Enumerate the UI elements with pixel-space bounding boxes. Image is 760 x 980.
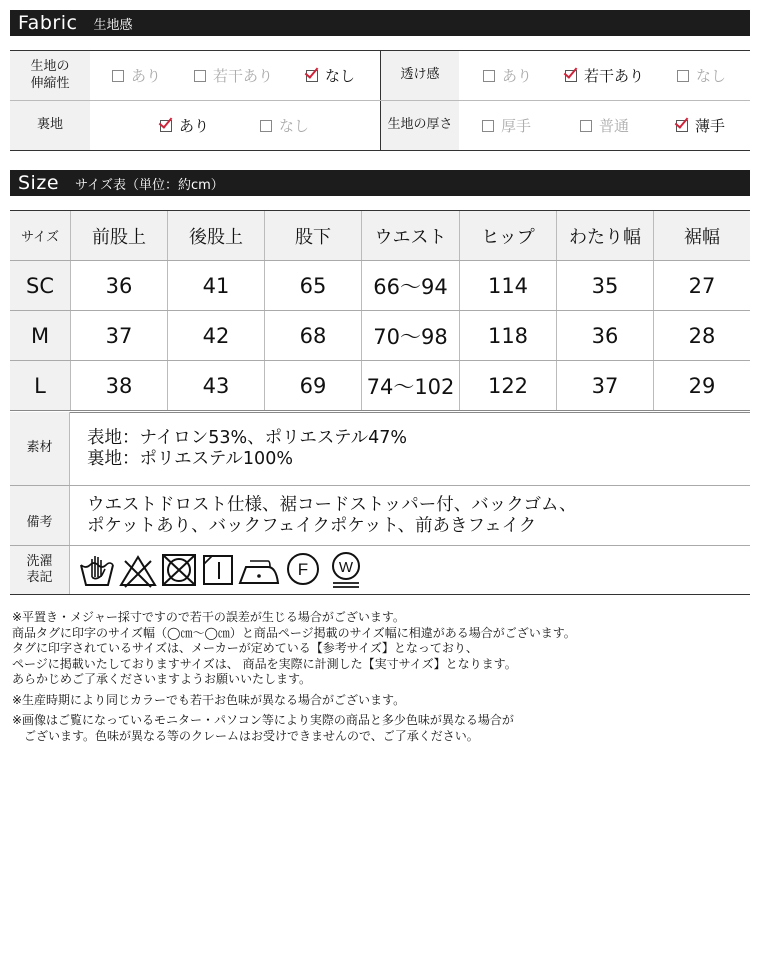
wet-clean-w-icon	[326, 550, 366, 590]
header-cell: ヒップ	[459, 211, 556, 260]
thickness-option-atsude[interactable]	[482, 101, 531, 150]
fabric-table	[10, 50, 750, 151]
table-cell: 43	[167, 361, 264, 410]
checkbox-icon	[112, 70, 124, 82]
note-line: ※平置き・メジャー採寸ですので若干の誤差が生じる場合がございます。	[12, 610, 405, 624]
material-line-2: 裏地：ポリエステル100%	[87, 448, 293, 469]
lining-option-ari[interactable]	[160, 101, 209, 150]
table-cell: 37	[556, 361, 653, 410]
table-cell: 29	[653, 361, 750, 410]
care-row	[10, 546, 750, 594]
note-line: ページに掲載いたしておりますサイズは、 商品を実際に計測した【実寸サイズ】となります。	[12, 656, 517, 671]
note-line: あらかじめご了承くださいますようお願いいたします。	[12, 672, 312, 686]
thickness-option-usude[interactable]	[676, 101, 725, 150]
iron-low-icon	[238, 551, 280, 589]
table-cell: 118	[459, 311, 556, 360]
table-row	[10, 361, 750, 413]
material-row	[10, 412, 750, 486]
stretch-label-line2: 伸縮性	[30, 75, 70, 91]
material-text	[70, 412, 750, 485]
size-section-header	[10, 170, 750, 196]
checkbox-icon	[194, 70, 206, 82]
option-label: 薄手	[695, 117, 726, 135]
checked-checkbox-icon	[306, 70, 318, 82]
sheer-option-nashi[interactable]	[677, 51, 726, 100]
table-cell: 41	[167, 261, 264, 310]
wet-clean-letter: W	[338, 559, 354, 576]
table-cell: 36	[556, 311, 653, 360]
material-line-1: 表地：ナイロン53%、ポリエステル47%	[87, 427, 407, 448]
dry-clean-letter: F	[297, 560, 309, 579]
checked-checkbox-icon	[676, 120, 688, 132]
stretch-label-line1: 生地の	[30, 58, 70, 74]
thickness-label: 生地の厚さ	[381, 101, 459, 150]
line-dry-shade-icon	[201, 551, 235, 589]
notes	[12, 610, 752, 744]
fabric-subtitle: 生地感	[93, 17, 133, 33]
fabric-row-1	[10, 51, 750, 101]
header-cell: 後股上	[167, 211, 264, 260]
option-label: 普通	[599, 117, 630, 135]
table-cell: 114	[459, 261, 556, 310]
checked-checkbox-icon	[160, 120, 172, 132]
checked-checkbox-icon	[565, 70, 577, 82]
option-label: 厚手	[501, 117, 532, 135]
size-table-header	[10, 211, 750, 261]
header-cell: 裾幅	[653, 211, 750, 260]
lining-option-nashi[interactable]	[260, 101, 309, 150]
size-name-cell: L	[10, 361, 70, 410]
stretch-option-jakkan[interactable]	[194, 51, 273, 100]
stretch-label	[10, 51, 90, 100]
remarks-line-1: ウエストドロスト仕様、裾コードストッパー付、バックゴム、	[87, 494, 577, 515]
option-label: なし	[279, 117, 310, 135]
size-name-cell: SC	[10, 261, 70, 310]
size-name-cell: M	[10, 311, 70, 360]
size-title: Size	[18, 172, 60, 194]
care-label	[10, 546, 70, 594]
header-cell: わたり幅	[556, 211, 653, 260]
remarks-text	[70, 486, 750, 545]
size-subtitle: サイズ表（単位：約cm）	[75, 177, 224, 193]
header-cell: サイズ	[10, 211, 70, 260]
table-cell: 70〜98	[361, 311, 459, 360]
note-line: ※画像はご覧になっているモニター・パソコン等により実際の商品と多少色味が異なる場合が	[12, 713, 514, 727]
table-cell: 38	[70, 361, 167, 410]
remarks-row	[10, 486, 750, 546]
table-cell: 65	[264, 261, 361, 310]
fabric-row-2	[10, 101, 750, 151]
table-cell: 74〜102	[361, 361, 459, 410]
table-cell: 68	[264, 311, 361, 360]
header-cell: 前股上	[70, 211, 167, 260]
care-symbols	[70, 546, 366, 594]
header-cell: 股下	[264, 211, 361, 260]
checkbox-icon	[580, 120, 592, 132]
checkbox-icon	[482, 120, 494, 132]
remarks-line-2: ポケットあり、バックフェイクポケット、前あきフェイク	[87, 515, 537, 536]
fabric-title: Fabric	[18, 12, 78, 34]
care-label-line2: 表記	[26, 570, 53, 585]
care-label-line1: 洗濯	[26, 553, 53, 569]
no-bleach-icon	[119, 551, 157, 589]
table-cell: 37	[70, 311, 167, 360]
table-cell: 42	[167, 311, 264, 360]
dry-clean-f-icon	[283, 550, 323, 590]
option-label: あり	[131, 67, 162, 85]
checkbox-icon	[677, 70, 689, 82]
header-cell: ウエスト	[361, 211, 459, 260]
no-tumble-dry-icon	[160, 551, 198, 589]
stretch-option-nashi[interactable]	[306, 51, 355, 100]
option-label: 若干あり	[584, 67, 645, 85]
table-cell: 28	[653, 311, 750, 360]
info-table	[10, 412, 750, 595]
thickness-option-futsu[interactable]	[580, 101, 629, 150]
table-cell: 36	[70, 261, 167, 310]
material-label: 素材	[10, 412, 70, 485]
table-cell: 35	[556, 261, 653, 310]
option-label: なし	[696, 67, 727, 85]
sheer-option-jakkan[interactable]	[565, 51, 644, 100]
note-line: ございます。色味が異なる等のクレームはお受けできませんので、ご了承ください。	[12, 728, 479, 743]
table-cell: 27	[653, 261, 750, 310]
option-label: あり	[502, 67, 533, 85]
lining-label: 裏地	[10, 101, 90, 150]
table-row	[10, 261, 750, 311]
size-table	[10, 210, 750, 413]
option-label: なし	[325, 67, 356, 85]
option-label: あり	[179, 117, 210, 135]
note-line: 商品タグに印字のサイズ幅（◯㎝〜◯㎝）と商品ページ掲載のサイズ幅に相違がある場合がございます。	[12, 625, 576, 640]
sheer-option-ari[interactable]	[483, 51, 532, 100]
table-cell: 66〜94	[361, 261, 459, 310]
checkbox-icon	[260, 120, 272, 132]
remarks-label: 備考	[10, 486, 70, 545]
hand-wash-icon	[78, 551, 116, 589]
table-row	[10, 311, 750, 361]
table-cell: 69	[264, 361, 361, 410]
option-label: 若干あり	[213, 67, 274, 85]
stretch-option-ari[interactable]	[112, 51, 161, 100]
note-line: タグに印字されているサイズは、メーカーが定めている【参考サイズ】となっており、	[12, 641, 478, 655]
checkbox-icon	[483, 70, 495, 82]
note-line: ※生産時期により同じカラーでも若干お色味が異なる場合がございます。	[12, 692, 406, 707]
fabric-section-header	[10, 10, 750, 36]
sheer-label: 透け感	[381, 51, 459, 100]
table-cell: 122	[459, 361, 556, 410]
